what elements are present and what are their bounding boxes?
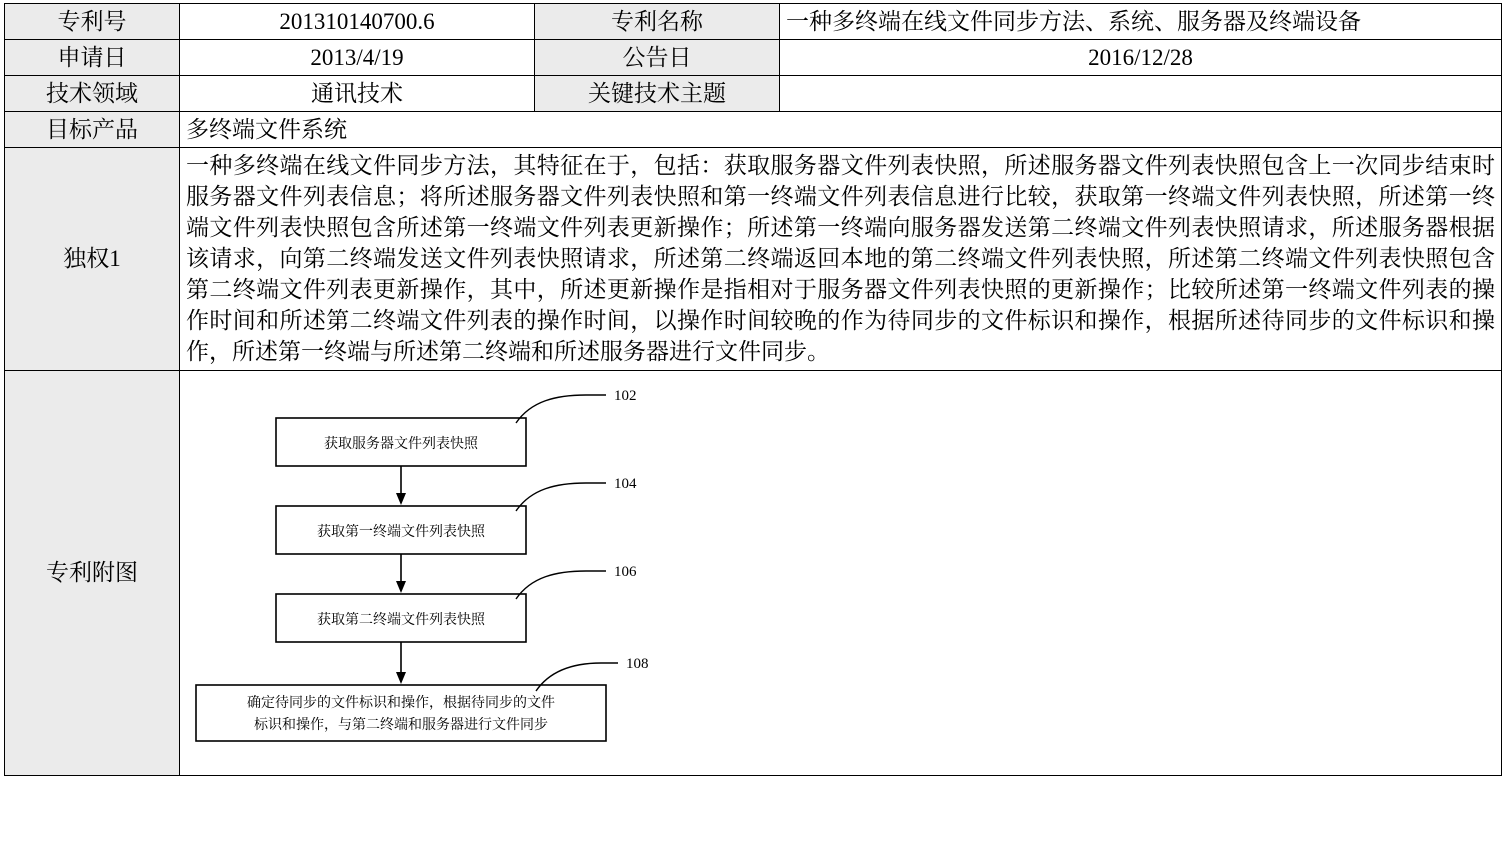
leader-line-102: [516, 395, 606, 423]
patent-info-table: [4, 3, 1502, 776]
announcement-date-label: 公告日: [535, 40, 780, 76]
announcement-date-value: 2016/12/28: [780, 40, 1502, 76]
leader-line-104: [516, 483, 606, 511]
table-row: [5, 370, 1502, 775]
flow-arrowhead-2: [396, 581, 406, 593]
patent-number-value: 201310140700.6: [180, 4, 535, 40]
application-date-label: 申请日: [5, 40, 180, 76]
claim-text: 一种多终端在线文件同步方法，其特征在于，包括：获取服务器文件列表快照，所述服务器文件列表快照包含上一次同步结束时服务器文件列表信息；将所述服务器文件列表快照和第一终端文件列表信息进行比较，获取第一终端文件列表快照，所述第一终端文件列表快照包含所述第一终端文件列表更新操作；所述第一终端向服务器发送第二终端文件列表快照请求，所述服务器根据该请求，向第二终端发送文件列表快照请求，所述第二终端返回本地的第二终端文件列表快照，所述第二终端文件列表快照包含第二终端文件列表更新操作，其中，所述更新操作是指相对于服务器文件列表快照的更新操作；比较所述第一终端文件列表的操作时间和所述第二终端文件列表的操作时间，以操作时间较晚的作为待同步的文件标识和操作，根据所述待同步的文件标识和操作，所述第一终端与所述第二终端和所述服务器进行文件同步。: [180, 148, 1502, 370]
flow-box-108-label-line2: 标识和操作，与第二终端和服务器进行文件同步: [254, 717, 548, 733]
key-tech-topic-label: 关键技术主题: [535, 76, 780, 112]
patent-name-label: 专利名称: [535, 4, 780, 40]
application-date-value: 2013/4/19: [180, 40, 535, 76]
figure-label: 专利附图: [5, 370, 180, 775]
flowchart-svg: [186, 373, 1496, 773]
table-row: [5, 148, 1502, 370]
patent-name-value: 一种多终端在线文件同步方法、系统、服务器及终端设备: [780, 4, 1502, 40]
flow-ref-102: 102: [614, 387, 637, 404]
patent-figure: [186, 373, 1495, 773]
table-row: [5, 4, 1502, 40]
tech-field-label: 技术领域: [5, 76, 180, 112]
tech-field-value: 通讯技术: [180, 76, 535, 112]
key-tech-topic-value: [780, 76, 1502, 112]
flow-box-108-label-line1: 确定待同步的文件标识和操作，根据待同步的文件: [247, 695, 555, 711]
claim-label: 独权1: [5, 148, 180, 370]
patent-number-label: 专利号: [5, 4, 180, 40]
flow-box-106-label: 获取第二终端文件列表快照: [317, 612, 485, 628]
flow-arrowhead-1: [396, 493, 406, 505]
table-row: [5, 112, 1502, 148]
table-row: [5, 76, 1502, 112]
leader-line-106: [516, 571, 606, 599]
flow-box-102-label: 获取服务器文件列表快照: [324, 436, 478, 452]
flow-ref-104: 104: [614, 475, 637, 492]
flow-box-104-label: 获取第一终端文件列表快照: [317, 524, 485, 540]
table-row: [5, 40, 1502, 76]
target-product-value: 多终端文件系统: [180, 112, 1502, 148]
flow-ref-108: 108: [626, 655, 649, 672]
target-product-label: 目标产品: [5, 112, 180, 148]
flow-ref-106: 106: [614, 563, 637, 580]
flow-arrowhead-3: [396, 672, 406, 684]
figure-cell: [180, 370, 1502, 775]
